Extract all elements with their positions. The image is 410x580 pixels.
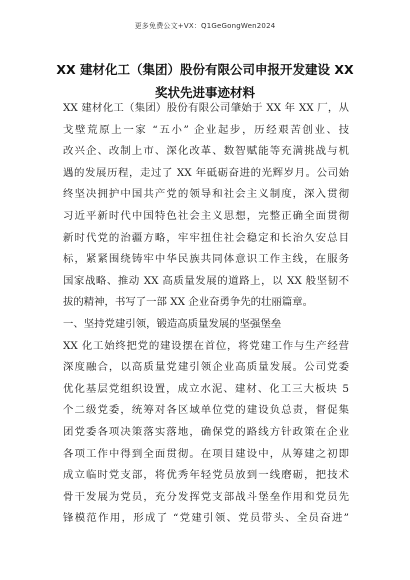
body-line: 各项工作中得到全面贯彻。在项目建设中，从筹建之初即 (63, 447, 349, 460)
body-line: 成立临时党支部，将优秀年轻党员放到一线磨砺，把技术 (63, 469, 349, 482)
body-line: 骨干发展为党员，充分发挥党支部战斗堡垒作用和党员先 (63, 490, 349, 503)
body-line: XX 化工始终把党的建设摆在首位，将党建工作与生产经营 (63, 339, 349, 352)
body-line: 标，紧紧围绕铸牢中华民族共同体意识工作主线，在服务 (63, 253, 349, 266)
body-line: 优化基层党组织设置，成立水泥、建材、化工三大板块 5 (63, 382, 349, 395)
title-line-1: XX 建材化工（集团）股份有限公司申报开发建设 XX (56, 62, 354, 77)
header-note: 更多免费公文+VX：Q1GeGongWen2024 (134, 22, 276, 30)
body-line: 团党委各项决策落实落地，确保党的路线方针政策在企业 (63, 425, 349, 438)
title-line-2: 奖状先进事迹材料 (154, 85, 255, 100)
body-line: XX 建材化工（集团）股份有限公司肇始于 XX 年 XX 厂，从 (63, 102, 349, 114)
section-heading: 一、坚持党建引领，锻造高质量发展的坚强堡垒 (63, 317, 282, 330)
body-line: 改兴企、改制上市、深化改革、数智赋能等充满挑战与机 (63, 145, 349, 158)
body-line: 新时代党的治疆方略，牢牢扭住社会稳定和长治久安总目 (63, 231, 349, 244)
body-line: 终坚决拥护中国共产党的领导和社会主义制度，深入贯彻 (63, 188, 349, 201)
body-line: 深度融合，以高质量党建引领企业高质量发展。公司党委 (63, 361, 349, 374)
body-line: 锋模范作用，形成了 “党建引领、党员带头、全员奋进” (63, 512, 349, 525)
body-line: 习近平新时代中国特色社会主义思想，完整正确全面贯彻 (63, 209, 349, 222)
body-line: 戈壁荒原上一家 “五小” 企业起步，历经艰苦创业、技 (63, 123, 349, 136)
body-line: 遇的发展历程，走过了 XX 年砥砺奋进的光辉岁月。公司始 (63, 166, 349, 179)
body-line: 拔的精神，书写了一部 XX 企业奋勇争先的壮丽篇章。 (63, 296, 313, 309)
body-line: 个二级党委，统筹对各区域单位党的建设负总责，督促集 (63, 404, 349, 417)
document-body (63, 98, 349, 530)
body-line: 国家战略、推动 XX 高质量发展的道路上，以 XX 般坚韧不 (63, 274, 349, 287)
